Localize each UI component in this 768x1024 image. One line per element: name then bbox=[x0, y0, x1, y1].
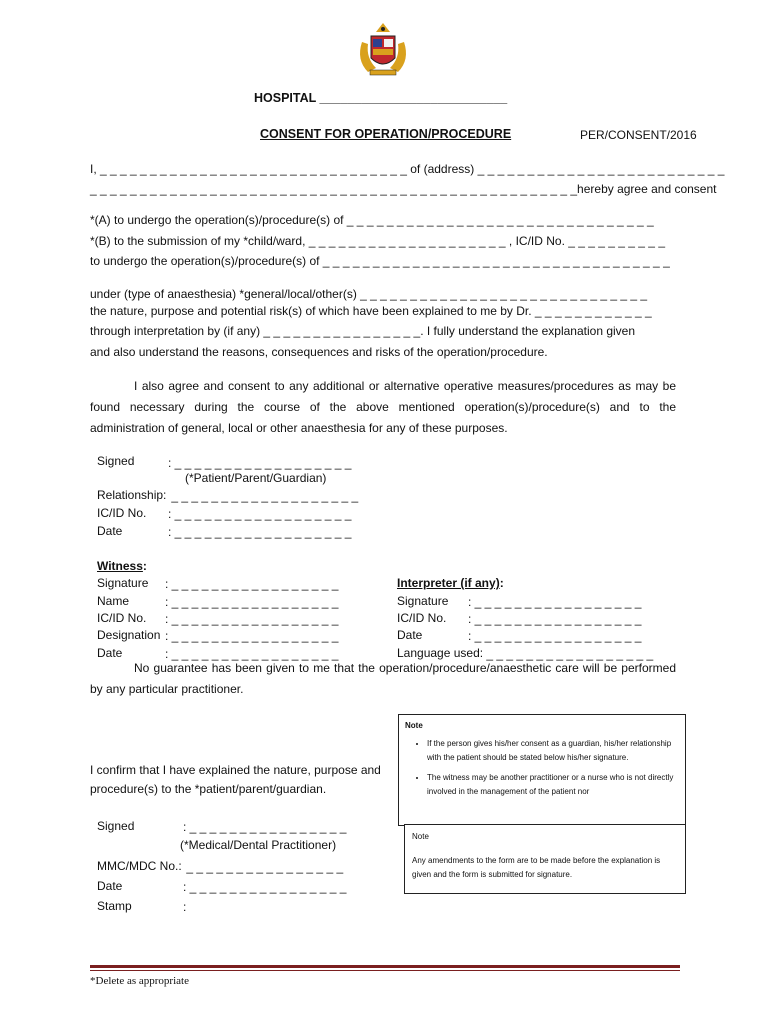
interpreter-language-field[interactable]: _ _ _ _ _ _ _ _ _ _ _ _ _ _ _ _ _ bbox=[483, 647, 654, 661]
consent-line-explained-by: the nature, purpose and potential risk(s) of which have been explained to me by Dr. _ _ _ _ _ _ _ _ _ _ _ _ bbox=[90, 304, 652, 318]
note-box-1-item: • If the person gives his/her consent as a guardian, his/her relationship with the patient should be stated below his/her signature. bbox=[427, 737, 679, 765]
witness-designation-label: Designation bbox=[97, 628, 161, 642]
interpreter-date-label: Date bbox=[397, 628, 423, 642]
no-guarantee-paragraph: No guarantee has been given to me that the operation/procedure/anaesthetic care will be performed by any particular practitioner. bbox=[90, 661, 676, 696]
witness-icid-field[interactable]: : _ _ _ _ _ _ _ _ _ _ _ _ _ _ _ _ _ bbox=[165, 612, 339, 626]
form-code: PER/CONSENT/2016 bbox=[580, 128, 697, 142]
mmc-label: MMC/MDC No.: bbox=[97, 859, 182, 873]
note-box-2-text: Any amendments to the form are to be made before the explanation is given and the form is submitted for signature. bbox=[412, 856, 661, 879]
practitioner-signed-label: Signed bbox=[97, 819, 135, 833]
note-box-1-item: • The witness may be another practitioner or a nurse who is not directly involved in the management of the patient nor bbox=[427, 771, 679, 799]
consent-line-interpretation: through interpretation by (if any) _ _ _ _ _ _ _ _ _ _ _ _ _ _ _ _. I fully understand the explanation given bbox=[90, 324, 636, 338]
patient-icid-field[interactable]: : _ _ _ _ _ _ _ _ _ _ _ _ _ _ _ _ _ _ bbox=[168, 507, 352, 521]
coat-of-arms-crest bbox=[354, 20, 412, 78]
hospital-name-field: HOSPITAL ___________________________ bbox=[254, 91, 508, 105]
patient-signed-caption: (*Patient/Parent/Guardian) bbox=[185, 471, 327, 485]
witness-heading: Witness: bbox=[97, 559, 147, 573]
note-box-guardian-witness bbox=[398, 714, 686, 826]
footer-rule-thin bbox=[90, 970, 680, 971]
practitioner-signed-caption: (*Medical/Dental Practitioner) bbox=[180, 838, 337, 852]
interpreter-icid-field[interactable]: : _ _ _ _ _ _ _ _ _ _ _ _ _ _ _ _ _ bbox=[468, 612, 642, 626]
witness-name-field[interactable]: : _ _ _ _ _ _ _ _ _ _ _ _ _ _ _ _ _ bbox=[165, 595, 339, 609]
mmc-field[interactable]: _ _ _ _ _ _ _ _ _ _ _ _ _ _ _ _ bbox=[183, 860, 344, 874]
consent-line-anaesthesia: under (type of anaesthesia) *general/local/other(s) _ _ _ _ _ _ _ _ _ _ _ _ _ _ _ _ _ _ _ _ _ _ _ _ _ _ _ _ _ bbox=[90, 287, 648, 301]
footer-rule-thick bbox=[90, 965, 680, 968]
interpreter-signature-label: Signature bbox=[397, 594, 449, 608]
interpreter-date-field[interactable]: : _ _ _ _ _ _ _ _ _ _ _ _ _ _ _ _ _ bbox=[468, 629, 642, 643]
consent-line-procedure: to undergo the operation(s)/procedure(s) of _ _ _ _ _ _ _ _ _ _ _ _ _ _ _ _ _ _ _ _ _ _ _ _ _ _ _ _ _ _ _ _ _ _ _ bbox=[90, 254, 670, 268]
interpreter-heading: Interpreter (if any): bbox=[397, 576, 504, 590]
patient-date-label: Date bbox=[97, 524, 123, 538]
witness-heading-text: Witness bbox=[97, 559, 143, 573]
patient-icid-label: IC/ID No. bbox=[97, 506, 147, 520]
note-box-amendments bbox=[404, 824, 686, 894]
consent-line-option-a: *(A) to undergo the operation(s)/procedure(s) of _ _ _ _ _ _ _ _ _ _ _ _ _ _ _ _ _ _ _ _ _ _ _ _ _ _ _ _ _ _ _ bbox=[90, 213, 654, 227]
witness-signature-label: Signature bbox=[97, 576, 149, 590]
consent-line-name-address: I, _ _ _ _ _ _ _ _ _ _ _ _ _ _ _ _ _ _ _ _ _ _ _ _ _ _ _ _ _ _ _ of (address) _ _ _ _ _ _ _ _ _ _ _ _ _ _ _ _ _ _ _ _ _ _ _ _ _ bbox=[90, 162, 725, 176]
interpreter-icid-label: IC/ID No. bbox=[397, 611, 447, 625]
witness-signature-field[interactable]: : _ _ _ _ _ _ _ _ _ _ _ _ _ _ _ _ _ bbox=[165, 577, 339, 591]
stamp-field[interactable]: : bbox=[183, 900, 187, 914]
footer-note: *Delete as appropriate bbox=[90, 975, 189, 987]
patient-date-field[interactable]: : _ _ _ _ _ _ _ _ _ _ _ _ _ _ _ _ _ _ bbox=[168, 525, 352, 539]
practitioner-signed-field[interactable]: : _ _ _ _ _ _ _ _ _ _ _ _ _ _ _ _ bbox=[183, 820, 347, 834]
note-box-2-title: Note bbox=[412, 832, 429, 841]
patient-signed-field[interactable]: : _ _ _ _ _ _ _ _ _ _ _ _ _ _ _ _ _ _ bbox=[168, 456, 352, 470]
additional-consent-paragraph: I also agree and consent to any additional or alternative operative measures/procedures as may be found necessary during the course of the above mentioned operation(s)/procedure(s) and to the administration of general, local or other anaesthesia for any of these purposes. bbox=[90, 379, 676, 435]
patient-signed-label: Signed bbox=[97, 454, 135, 468]
relationship-label: Relationship: bbox=[97, 488, 167, 502]
interpreter-signature-field[interactable]: : _ _ _ _ _ _ _ _ _ _ _ _ _ _ _ _ _ bbox=[468, 595, 642, 609]
interpreter-heading-text: Interpreter (if any) bbox=[397, 576, 500, 590]
witness-date-label: Date bbox=[97, 646, 123, 660]
witness-date-field[interactable]: : _ _ _ _ _ _ _ _ _ _ _ _ _ _ _ _ _ bbox=[165, 647, 339, 661]
relationship-field[interactable]: _ _ _ _ _ _ _ _ _ _ _ _ _ _ _ _ _ _ _ bbox=[168, 489, 359, 503]
note-box-1-title: Note bbox=[405, 721, 423, 730]
consent-line-understand: and also understand the reasons, consequences and risks of the operation/procedure. bbox=[90, 345, 548, 359]
form-title: CONSENT FOR OPERATION/PROCEDURE bbox=[260, 127, 512, 141]
confirm-line-2: procedure(s) to the *patient/parent/guardian. bbox=[90, 782, 327, 796]
witness-icid-label: IC/ID No. bbox=[97, 611, 147, 625]
consent-line-option-b: *(B) to the submission of my *child/ward, _ _ _ _ _ _ _ _ _ _ _ _ _ _ _ _ _ _ _ _ , IC/ID No. _ _ _ _ _ _ _ _ _ _ bbox=[90, 234, 665, 248]
practitioner-date-label: Date bbox=[97, 879, 123, 893]
witness-designation-field[interactable]: : _ _ _ _ _ _ _ _ _ _ _ _ _ _ _ _ _ bbox=[165, 629, 339, 643]
practitioner-date-field[interactable]: : _ _ _ _ _ _ _ _ _ _ _ _ _ _ _ _ bbox=[183, 880, 347, 894]
stamp-label: Stamp bbox=[97, 899, 132, 913]
witness-name-label: Name bbox=[97, 594, 130, 608]
consent-line-agree: _ _ _ _ _ _ _ _ _ _ _ _ _ _ _ _ _ _ _ _ _ _ _ _ _ _ _ _ _ _ _ _ _ _ _ _ _ _ _ _ _ _ _ _ _ _ _ _ _hereby agree and consent bbox=[90, 182, 717, 196]
confirm-line-1: I confirm that I have explained the nature, purpose and bbox=[90, 763, 381, 777]
interpreter-language-label: Language used: bbox=[397, 646, 484, 660]
note-box-1-list bbox=[405, 737, 679, 799]
